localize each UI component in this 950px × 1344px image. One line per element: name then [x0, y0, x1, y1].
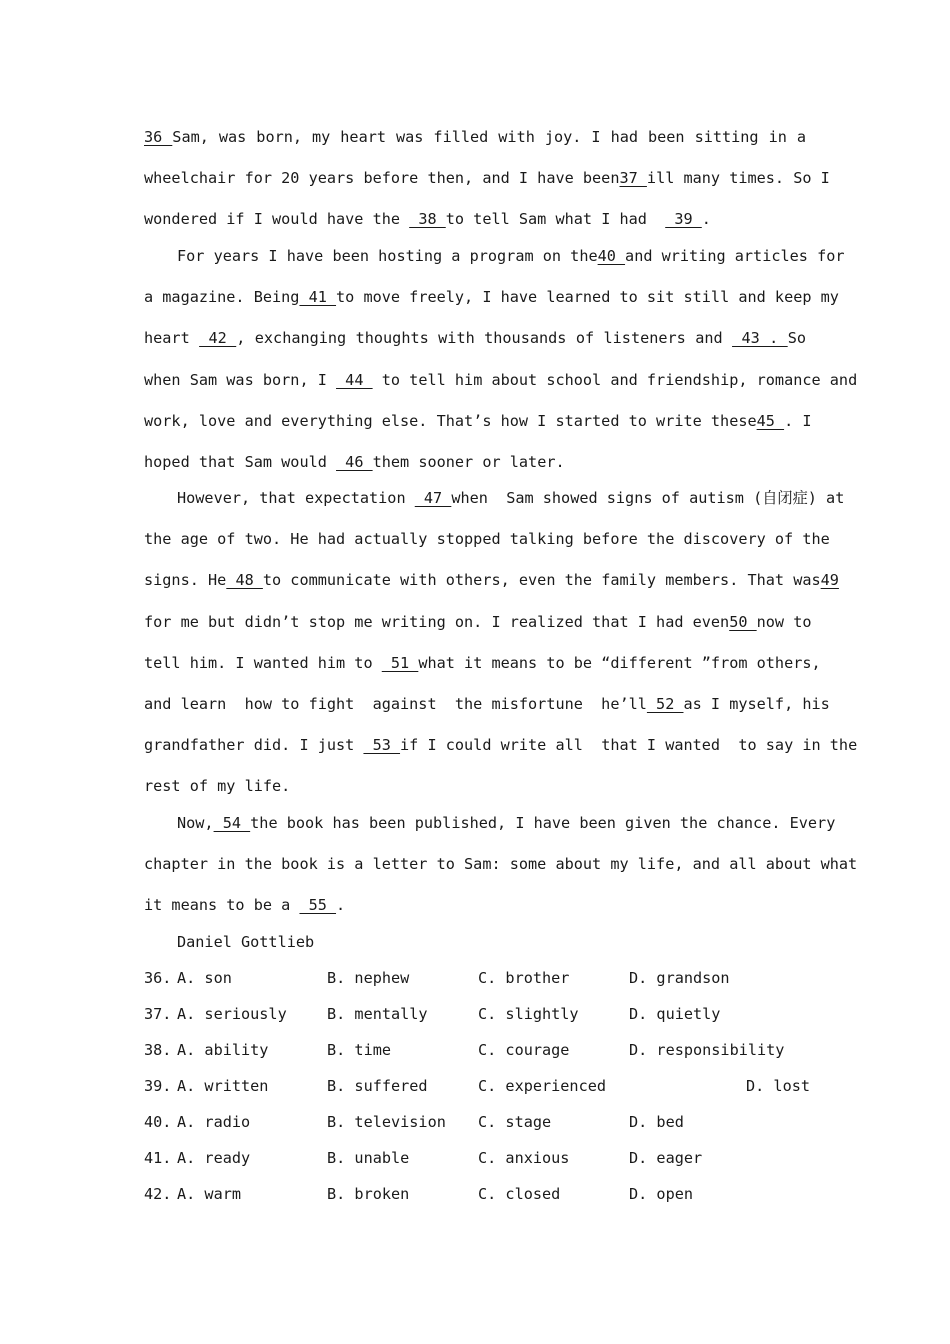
option-d: D. responsibility [629, 1041, 785, 1059]
passage-line: rest of my life. [144, 777, 291, 796]
question-number: 42. [144, 1185, 172, 1203]
option-c: C. closed [478, 1185, 561, 1203]
option-d: D. bed [629, 1113, 684, 1131]
option-a: A. warm [177, 1185, 242, 1203]
paragraph-1 [144, 127, 830, 251]
option-b: B. suffered [327, 1077, 428, 1095]
blank-51: 51 [381, 653, 419, 672]
option-d: D. lost [746, 1077, 811, 1095]
question-number: 41. [144, 1149, 172, 1167]
passage-line: it means to be a 55 . [144, 896, 346, 915]
blank-47: 47 [414, 489, 452, 507]
option-row-39 [144, 1076, 844, 1112]
option-row-40 [144, 1112, 844, 1148]
option-c: C. courage [478, 1041, 570, 1059]
blank-39: 39 [665, 210, 702, 229]
passage-line: the age of two. He had actually stopped talking before the discovery of the [144, 530, 830, 549]
passage-line: However, that expectation 47 when Sam showed signs of autism (自闭症) at [177, 489, 845, 507]
passage-line: heart 42 , exchanging thoughts with thousands of listeners and 43 . So [144, 329, 806, 348]
option-row-37 [144, 1004, 844, 1040]
blank-50: 50 [729, 612, 757, 631]
passage-line: for me but didn’t stop me writing on. I realized that I had even50 now to [144, 612, 812, 631]
blank-36: 36 [144, 128, 173, 146]
question-number: 40. [144, 1113, 172, 1131]
signature: Daniel Gottlieb [177, 933, 315, 951]
option-b: B. unable [327, 1149, 410, 1167]
question-number: 39. [144, 1077, 172, 1095]
option-b: B. television [327, 1113, 446, 1131]
passage-line: wondered if I would have the 38 to tell Sam what I had 39 . [144, 210, 711, 229]
paragraph-4 [144, 813, 858, 937]
blank-48: 48 [226, 571, 263, 590]
paragraph-3 [144, 488, 858, 818]
option-a: A. ability [177, 1041, 269, 1059]
option-d: D. grandson [629, 969, 730, 987]
blank-41: 41 [299, 288, 337, 307]
paragraph-2 [144, 246, 858, 493]
passage-line: Now, 54 the book has been published, I have been given the chance. Every [177, 814, 836, 832]
passage-line: and learn how to fight against the misfortune he’ll 52 as I myself, his [144, 694, 830, 713]
option-c: C. anxious [478, 1149, 570, 1167]
option-a: A. son [177, 969, 232, 987]
passage-line: For years I have been hosting a program on the40 and writing articles for [177, 247, 845, 265]
option-c: C. slightly [478, 1005, 579, 1023]
option-a: A. seriously [177, 1005, 287, 1023]
blank-43: 43 . [732, 329, 788, 348]
option-row-41 [144, 1148, 844, 1184]
passage-line: wheelchair for 20 years before then, and I have been37 ill many times. So I [144, 169, 830, 188]
option-c: C. experienced [478, 1077, 607, 1095]
passage-line: chapter in the book is a letter to Sam: some about my life, and all about what [144, 855, 858, 874]
option-a: A. written [177, 1077, 269, 1095]
option-d: D. eager [629, 1149, 703, 1167]
option-b: B. nephew [327, 969, 410, 987]
passage-line: work, love and everything else. That’s how I started to write these45 . I [144, 411, 812, 430]
option-row-38 [144, 1040, 844, 1076]
passage-line: hoped that Sam would 46 them sooner or later. [144, 452, 565, 471]
blank-42: 42 [199, 329, 237, 348]
options-list [144, 968, 844, 1220]
passage-line: a magazine. Being 41 to move freely, I have learned to sit still and keep my [144, 288, 839, 307]
option-row-36 [144, 968, 844, 1004]
option-c: C. brother [478, 969, 570, 987]
option-d: D. quietly [629, 1005, 721, 1023]
option-b: B. broken [327, 1185, 410, 1203]
blank-54: 54 [213, 814, 251, 832]
blank-38: 38 [409, 210, 446, 229]
blank-40: 40 [597, 247, 626, 265]
blank-44: 44 [336, 370, 373, 389]
blank-53: 53 [363, 736, 401, 755]
option-b: B. mentally [327, 1005, 428, 1023]
passage-line: when Sam was born, I 44 to tell him about school and friendship, romance and [144, 370, 858, 389]
question-number: 38. [144, 1041, 172, 1059]
option-a: A. ready [177, 1149, 251, 1167]
option-row-42 [144, 1184, 844, 1220]
blank-37: 37 [619, 169, 647, 188]
blank-46: 46 [336, 452, 373, 471]
option-a: A. radio [177, 1113, 251, 1131]
passage-line: signs. He 48 to communicate with others, even the family members. That was49 [144, 571, 839, 590]
blank-49: 49 [820, 571, 839, 590]
passage-line: grandfather did. I just 53 if I could write all that I wanted to say in the [144, 736, 858, 755]
option-d: D. open [629, 1185, 694, 1203]
passage-line: tell him. I wanted him to 51 what it means to be “different ”from others, [144, 653, 821, 672]
blank-55: 55 [299, 896, 337, 915]
option-b: B. time [327, 1041, 392, 1059]
blank-52: 52 [646, 694, 684, 713]
passage-line: 36 Sam, was born, my heart was filled with joy. I had been sitting in a [144, 128, 806, 146]
question-number: 37. [144, 1005, 172, 1023]
blank-45: 45 [756, 411, 785, 430]
question-number: 36. [144, 969, 172, 987]
option-c: C. stage [478, 1113, 552, 1131]
